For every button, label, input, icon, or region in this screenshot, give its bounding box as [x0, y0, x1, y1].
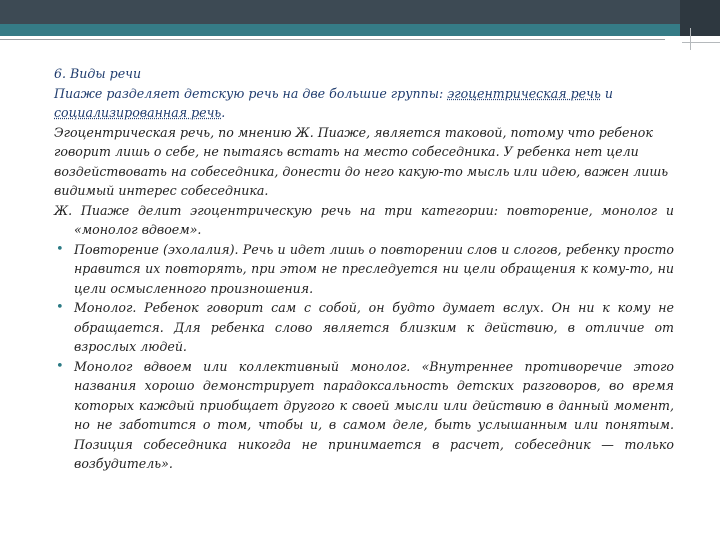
slide-body	[54, 64, 674, 474]
paragraph-categories: Ж. Пиаже делит эгоцентрическую речь на три категории: повторение, монолог и «монолог вдвоем».	[54, 202, 674, 237]
intro-suffix: .	[221, 105, 226, 120]
bullet-icon: •	[56, 241, 64, 257]
intro-term-1: эгоцентрическая речь	[447, 85, 601, 101]
accent-bar	[0, 24, 680, 36]
accent-bar-end	[680, 24, 720, 36]
header-band	[0, 0, 720, 24]
corner-vertical-line	[690, 28, 691, 50]
paragraph-egocentric: Эгоцентрическая речь, по мнению Ж. Пиаже, является таковой, потому что ребенок говорит лишь о себе, не пытаясь встать на место собеседника. У ребенка нет цели воздействовать на собеседника, донести до него какую-то мысль или идею, важен лишь видимый интерес собеседника.	[54, 124, 669, 198]
intro-prefix: Пиаже разделяет детскую речь на две большие группы:	[54, 85, 448, 101]
intro-mid: и	[600, 85, 613, 101]
bullet-icon: •	[56, 300, 64, 315]
category-list	[54, 240, 674, 474]
list-item	[54, 298, 674, 357]
intro-term-2: социализированная речь	[54, 105, 222, 120]
list-item	[54, 357, 674, 474]
list-item-text: Монолог. Ребенок говорит сам с собой, он будто думает вслух. Он ни к кому не обращается. Для ребенка слово является близким к действию, в отличие от взрослых людей.	[74, 300, 674, 354]
corner-horizontal-line	[682, 42, 720, 43]
list-item-text: Повторение (эхолалия). Речь и идет лишь о повторении слов и слогов, ребенку просто нравится их повторять, при этом не преследуется ни цели обращения к кому-то, ни цели осмысленного произношения.	[74, 241, 674, 296]
bullet-icon: •	[56, 358, 64, 374]
divider-line	[0, 39, 665, 40]
list-item	[54, 240, 674, 299]
intro-paragraph	[54, 84, 674, 123]
header-band-corner	[680, 0, 720, 24]
slide-heading: 6. Виды речи	[54, 66, 142, 81]
list-item-text: Монолог вдвоем или коллективный монолог. «Внутреннее противоречие этого названия хорошо демонстрирует парадоксальность детских разговоров, во время которых каждый приобщает другого к своей мысли или действию в данный момент, но не заботится о том, чтобы и, в самом деле, быть услышанным или понятым. Позиция собеседника никогда не принимается в расчет, собеседник — только возбудитель».	[74, 358, 674, 471]
